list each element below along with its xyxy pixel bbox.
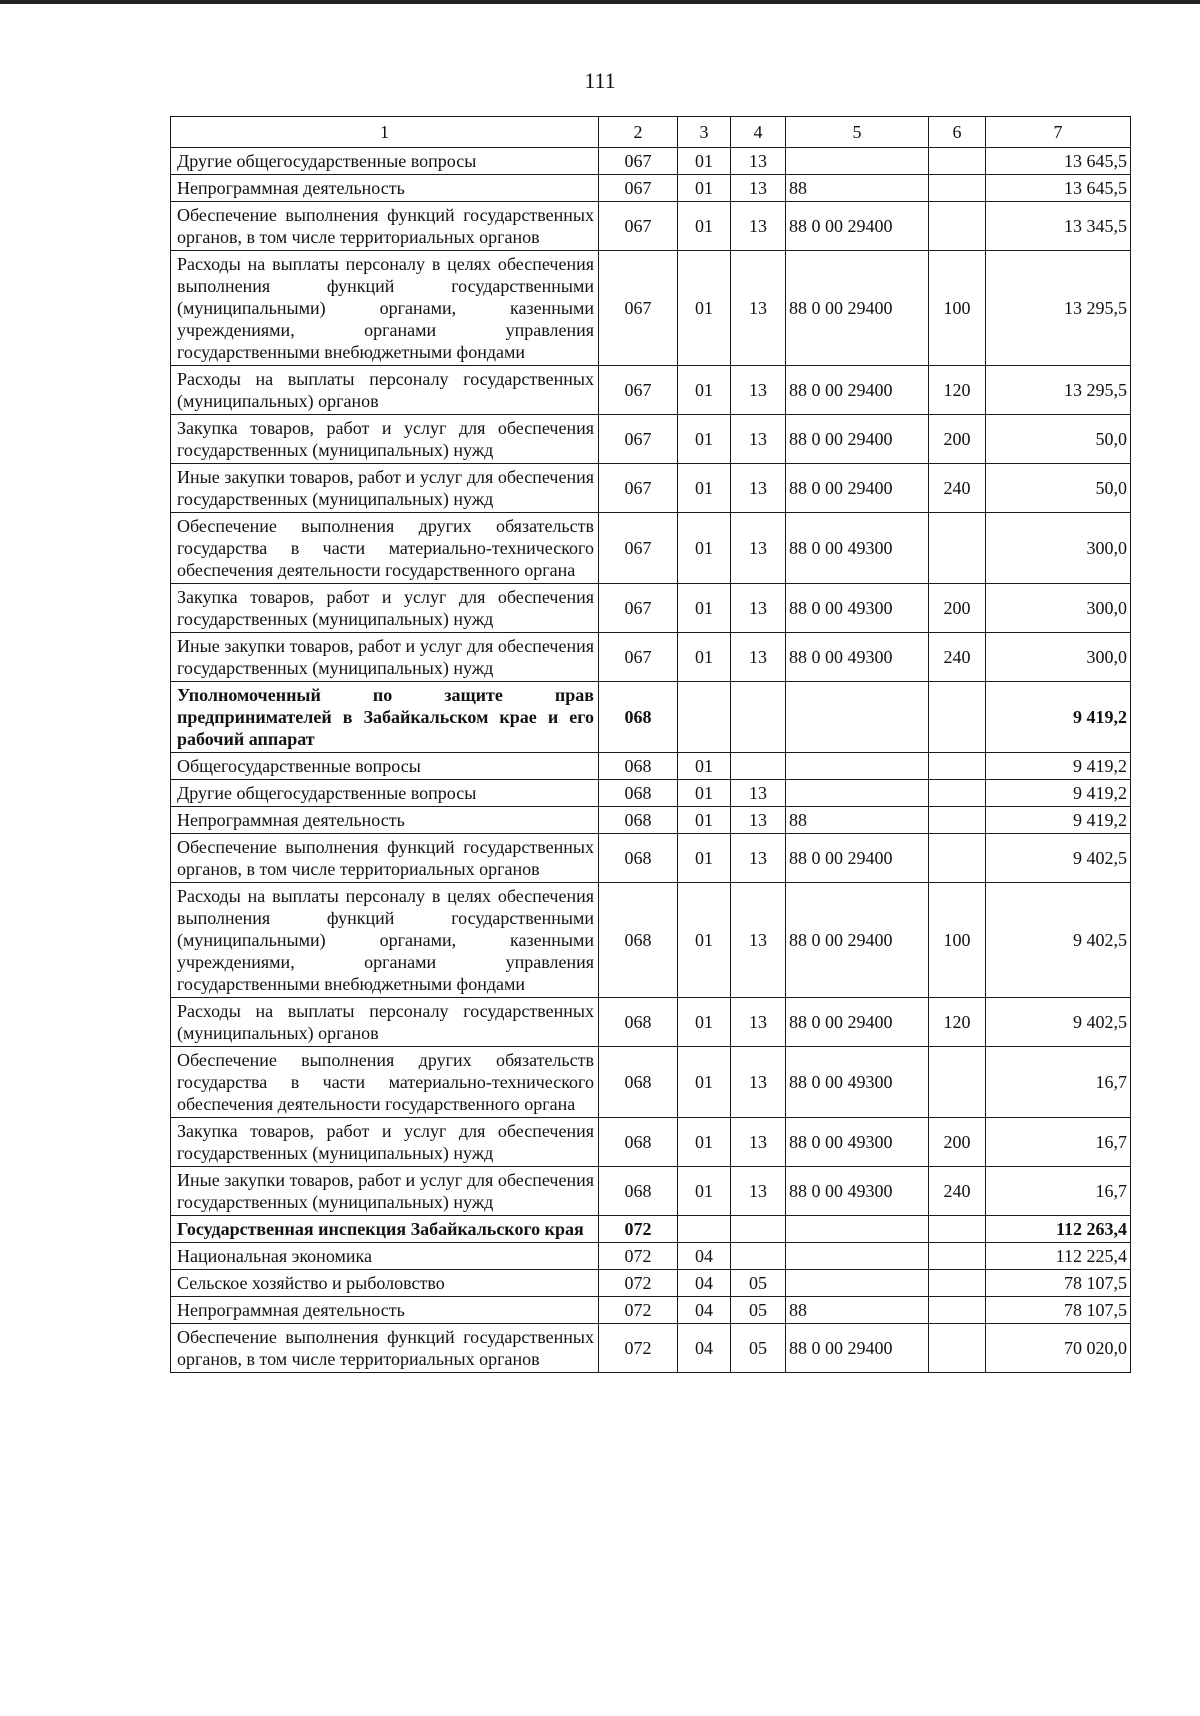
section-code-cell: 01 [678, 1167, 731, 1216]
amount-cell: 13 645,5 [986, 175, 1131, 202]
section-code-cell: 01 [678, 415, 731, 464]
target-article-cell [786, 753, 929, 780]
amount-cell: 112 263,4 [986, 1216, 1131, 1243]
ministry-code-cell: 072 [599, 1324, 678, 1373]
table-row [171, 1324, 1131, 1373]
target-article-cell: 88 0 00 49300 [786, 1118, 929, 1167]
subsection-code-cell: 13 [731, 883, 786, 998]
table-row [171, 1243, 1131, 1270]
expense-type-cell [929, 1216, 986, 1243]
subsection-code-cell [731, 753, 786, 780]
subsection-code-cell: 05 [731, 1297, 786, 1324]
expense-type-cell: 100 [929, 883, 986, 998]
table-row [171, 883, 1131, 998]
ministry-code-cell: 068 [599, 780, 678, 807]
section-code-cell: 01 [678, 366, 731, 415]
section-code-cell: 01 [678, 883, 731, 998]
table-row [171, 513, 1131, 584]
subsection-code-cell [731, 1216, 786, 1243]
section-code-cell: 01 [678, 807, 731, 834]
target-article-cell: 88 [786, 1297, 929, 1324]
subsection-code-cell: 13 [731, 834, 786, 883]
table-row [171, 1216, 1131, 1243]
item-name-cell: Обеспечение выполнения функций государственных органов, в том числе территориальных органов [171, 202, 599, 251]
target-article-cell: 88 0 00 49300 [786, 1167, 929, 1216]
amount-cell: 13 295,5 [986, 251, 1131, 366]
item-name-cell: Другие общегосударственные вопросы [171, 780, 599, 807]
ministry-code-cell: 067 [599, 251, 678, 366]
item-name-cell: Сельское хозяйство и рыболовство [171, 1270, 599, 1297]
item-name-cell: Обеспечение выполнения других обязательств государства в части материально-технического обеспечения деятельности государственного органа [171, 1047, 599, 1118]
ministry-code-cell: 068 [599, 1118, 678, 1167]
section-code-cell: 04 [678, 1270, 731, 1297]
expense-type-cell: 200 [929, 584, 986, 633]
header-cell-4: 4 [731, 117, 786, 148]
item-name-cell: Иные закупки товаров, работ и услуг для обеспечения государственных (муниципальных) нужд [171, 633, 599, 682]
subsection-code-cell: 13 [731, 513, 786, 584]
section-code-cell: 04 [678, 1324, 731, 1373]
subsection-code-cell [731, 682, 786, 753]
section-code-cell: 01 [678, 1118, 731, 1167]
table-row [171, 464, 1131, 513]
subsection-code-cell: 13 [731, 1167, 786, 1216]
amount-cell: 9 419,2 [986, 780, 1131, 807]
target-article-cell [786, 682, 929, 753]
table-row [171, 175, 1131, 202]
expense-type-cell [929, 1297, 986, 1324]
table-row [171, 584, 1131, 633]
expense-type-cell: 240 [929, 633, 986, 682]
section-code-cell: 01 [678, 584, 731, 633]
subsection-code-cell: 13 [731, 366, 786, 415]
expense-type-cell [929, 753, 986, 780]
item-name-cell: Расходы на выплаты персоналу государственных (муниципальных) органов [171, 366, 599, 415]
item-name-cell: Обеспечение выполнения функций государственных органов, в том числе территориальных органов [171, 834, 599, 883]
header-cell-5: 5 [786, 117, 929, 148]
subsection-code-cell: 13 [731, 464, 786, 513]
amount-cell: 13 295,5 [986, 366, 1131, 415]
expense-type-cell: 240 [929, 464, 986, 513]
section-code-cell: 01 [678, 834, 731, 883]
page-number: 111 [584, 68, 616, 93]
item-name-cell: Иные закупки товаров, работ и услуг для обеспечения государственных (муниципальных) нужд [171, 1167, 599, 1216]
section-code-cell: 01 [678, 1047, 731, 1118]
ministry-code-cell: 067 [599, 148, 678, 175]
ministry-code-cell: 072 [599, 1216, 678, 1243]
table-row [171, 148, 1131, 175]
budget-table [170, 116, 1131, 1373]
table-row [171, 1297, 1131, 1324]
subsection-code-cell: 13 [731, 633, 786, 682]
amount-cell: 9 402,5 [986, 883, 1131, 998]
amount-cell: 50,0 [986, 464, 1131, 513]
ministry-code-cell: 067 [599, 633, 678, 682]
subsection-code-cell: 13 [731, 1118, 786, 1167]
amount-cell: 50,0 [986, 415, 1131, 464]
ministry-code-cell: 072 [599, 1243, 678, 1270]
amount-cell: 300,0 [986, 584, 1131, 633]
section-code-cell: 01 [678, 753, 731, 780]
ministry-code-cell: 067 [599, 513, 678, 584]
expense-type-cell [929, 1047, 986, 1118]
ministry-code-cell: 067 [599, 202, 678, 251]
amount-cell: 112 225,4 [986, 1243, 1131, 1270]
expense-type-cell: 200 [929, 415, 986, 464]
ministry-code-cell: 072 [599, 1270, 678, 1297]
amount-cell: 13 345,5 [986, 202, 1131, 251]
target-article-cell: 88 0 00 29400 [786, 251, 929, 366]
item-name-cell: Уполномоченный по защите прав предпринимателей в Забайкальском крае и его рабочий аппарат [171, 682, 599, 753]
target-article-cell: 88 0 00 29400 [786, 998, 929, 1047]
target-article-cell: 88 0 00 29400 [786, 834, 929, 883]
amount-cell: 9 402,5 [986, 998, 1131, 1047]
item-name-cell: Обеспечение выполнения функций государственных органов, в том числе территориальных органов [171, 1324, 599, 1373]
target-article-cell: 88 [786, 175, 929, 202]
table-header-row [171, 117, 1131, 148]
ministry-code-cell: 068 [599, 998, 678, 1047]
expense-type-cell [929, 807, 986, 834]
table-row [171, 834, 1131, 883]
item-name-cell: Закупка товаров, работ и услуг для обеспечения государственных (муниципальных) нужд [171, 584, 599, 633]
expense-type-cell [929, 513, 986, 584]
expense-type-cell: 120 [929, 998, 986, 1047]
amount-cell: 16,7 [986, 1047, 1131, 1118]
section-code-cell: 01 [678, 148, 731, 175]
header-cell-3: 3 [678, 117, 731, 148]
amount-cell: 9 419,2 [986, 807, 1131, 834]
table-row [171, 415, 1131, 464]
ministry-code-cell: 072 [599, 1297, 678, 1324]
ministry-code-cell: 068 [599, 883, 678, 998]
ministry-code-cell: 068 [599, 1167, 678, 1216]
ministry-code-cell: 067 [599, 366, 678, 415]
section-code-cell: 01 [678, 175, 731, 202]
item-name-cell: Расходы на выплаты персоналу в целях обеспечения выполнения функций государственными (муниципальными) органами, казенными учреждениями, органами управления государственными внебюджетными фондами [171, 251, 599, 366]
expense-type-cell: 240 [929, 1167, 986, 1216]
amount-cell: 300,0 [986, 513, 1131, 584]
amount-cell: 70 020,0 [986, 1324, 1131, 1373]
expense-type-cell [929, 202, 986, 251]
expense-type-cell [929, 780, 986, 807]
subsection-code-cell [731, 1243, 786, 1270]
subsection-code-cell: 13 [731, 148, 786, 175]
table-row [171, 633, 1131, 682]
item-name-cell: Расходы на выплаты персоналу государственных (муниципальных) органов [171, 998, 599, 1047]
subsection-code-cell: 05 [731, 1324, 786, 1373]
item-name-cell: Обеспечение выполнения других обязательств государства в части материально-технического обеспечения деятельности государственного органа [171, 513, 599, 584]
target-article-cell: 88 0 00 49300 [786, 633, 929, 682]
target-article-cell: 88 [786, 807, 929, 834]
subsection-code-cell: 13 [731, 202, 786, 251]
header-cell-6: 6 [929, 117, 986, 148]
subsection-code-cell: 13 [731, 998, 786, 1047]
subsection-code-cell: 13 [731, 807, 786, 834]
expense-type-cell: 100 [929, 251, 986, 366]
subsection-code-cell: 13 [731, 175, 786, 202]
table-row [171, 366, 1131, 415]
amount-cell: 16,7 [986, 1118, 1131, 1167]
table-row [171, 1118, 1131, 1167]
target-article-cell [786, 780, 929, 807]
amount-cell: 78 107,5 [986, 1297, 1131, 1324]
ministry-code-cell: 068 [599, 834, 678, 883]
expense-type-cell: 200 [929, 1118, 986, 1167]
subsection-code-cell: 13 [731, 251, 786, 366]
target-article-cell: 88 0 00 29400 [786, 464, 929, 513]
target-article-cell: 88 0 00 49300 [786, 513, 929, 584]
target-article-cell: 88 0 00 49300 [786, 584, 929, 633]
subsection-code-cell: 13 [731, 780, 786, 807]
amount-cell: 300,0 [986, 633, 1131, 682]
amount-cell: 78 107,5 [986, 1270, 1131, 1297]
subsection-code-cell: 13 [731, 1047, 786, 1118]
ministry-code-cell: 067 [599, 584, 678, 633]
target-article-cell [786, 1216, 929, 1243]
item-name-cell: Государственная инспекция Забайкальского края [171, 1216, 599, 1243]
header-cell-2: 2 [599, 117, 678, 148]
expense-type-cell [929, 682, 986, 753]
item-name-cell: Закупка товаров, работ и услуг для обеспечения государственных (муниципальных) нужд [171, 415, 599, 464]
table-row [171, 682, 1131, 753]
expense-type-cell: 120 [929, 366, 986, 415]
table-row [171, 998, 1131, 1047]
item-name-cell: Непрограммная деятельность [171, 175, 599, 202]
amount-cell: 9 419,2 [986, 682, 1131, 753]
table-row [171, 807, 1131, 834]
ministry-code-cell: 068 [599, 1047, 678, 1118]
expense-type-cell [929, 1270, 986, 1297]
ministry-code-cell: 067 [599, 175, 678, 202]
table-row [171, 1047, 1131, 1118]
amount-cell: 9 402,5 [986, 834, 1131, 883]
item-name-cell: Непрограммная деятельность [171, 807, 599, 834]
section-code-cell [678, 682, 731, 753]
subsection-code-cell: 13 [731, 584, 786, 633]
amount-cell: 9 419,2 [986, 753, 1131, 780]
section-code-cell: 01 [678, 251, 731, 366]
item-name-cell: Национальная экономика [171, 1243, 599, 1270]
target-article-cell [786, 1270, 929, 1297]
target-article-cell [786, 1243, 929, 1270]
table-row [171, 251, 1131, 366]
section-code-cell: 01 [678, 464, 731, 513]
header-cell-7: 7 [986, 117, 1131, 148]
item-name-cell: Непрограммная деятельность [171, 1297, 599, 1324]
target-article-cell: 88 0 00 29400 [786, 415, 929, 464]
expense-type-cell [929, 834, 986, 883]
ministry-code-cell: 068 [599, 807, 678, 834]
expense-type-cell [929, 148, 986, 175]
target-article-cell: 88 0 00 29400 [786, 366, 929, 415]
header-cell-1: 1 [171, 117, 599, 148]
target-article-cell: 88 0 00 29400 [786, 883, 929, 998]
section-code-cell: 01 [678, 202, 731, 251]
table-row [171, 780, 1131, 807]
top-border-rule [0, 0, 1200, 4]
target-article-cell: 88 0 00 49300 [786, 1047, 929, 1118]
ministry-code-cell: 067 [599, 415, 678, 464]
item-name-cell: Другие общегосударственные вопросы [171, 148, 599, 175]
subsection-code-cell: 13 [731, 415, 786, 464]
expense-type-cell [929, 1324, 986, 1373]
subsection-code-cell: 05 [731, 1270, 786, 1297]
ministry-code-cell: 068 [599, 682, 678, 753]
ministry-code-cell: 068 [599, 753, 678, 780]
target-article-cell [786, 148, 929, 175]
section-code-cell [678, 1216, 731, 1243]
section-code-cell: 01 [678, 998, 731, 1047]
item-name-cell: Расходы на выплаты персоналу в целях обеспечения выполнения функций государственными (муниципальными) органами, казенными учреждениями, органами управления государственными внебюджетными фондами [171, 883, 599, 998]
expense-type-cell [929, 175, 986, 202]
item-name-cell: Иные закупки товаров, работ и услуг для обеспечения государственных (муниципальных) нужд [171, 464, 599, 513]
ministry-code-cell: 067 [599, 464, 678, 513]
table-row [171, 202, 1131, 251]
target-article-cell: 88 0 00 29400 [786, 1324, 929, 1373]
section-code-cell: 01 [678, 513, 731, 584]
table-row [171, 753, 1131, 780]
amount-cell: 13 645,5 [986, 148, 1131, 175]
expense-type-cell [929, 1243, 986, 1270]
amount-cell: 16,7 [986, 1167, 1131, 1216]
section-code-cell: 01 [678, 633, 731, 682]
table-row [171, 1270, 1131, 1297]
section-code-cell: 04 [678, 1243, 731, 1270]
item-name-cell: Общегосударственные вопросы [171, 753, 599, 780]
table-row [171, 1167, 1131, 1216]
section-code-cell: 01 [678, 780, 731, 807]
section-code-cell: 04 [678, 1297, 731, 1324]
item-name-cell: Закупка товаров, работ и услуг для обеспечения государственных (муниципальных) нужд [171, 1118, 599, 1167]
target-article-cell: 88 0 00 29400 [786, 202, 929, 251]
